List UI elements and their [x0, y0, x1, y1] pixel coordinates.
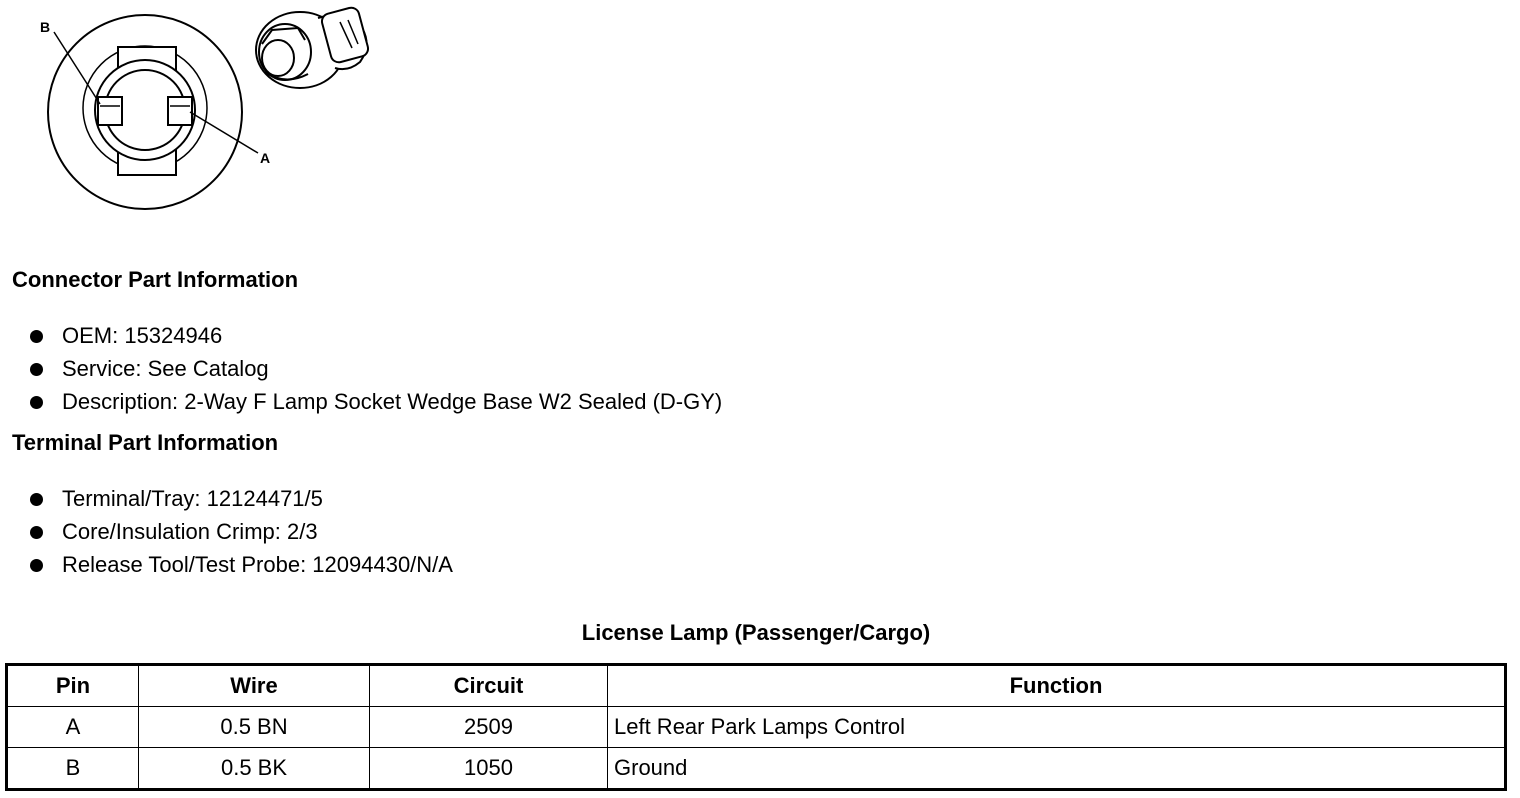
cell-circuit: 1050: [370, 748, 608, 790]
service-info: Service: See Catalog: [62, 356, 269, 381]
cell-pin: B: [7, 748, 139, 790]
cell-pin: A: [7, 707, 139, 748]
cell-wire: 0.5 BN: [139, 707, 370, 748]
list-item: [0, 319, 722, 352]
connector-isometric-view: [256, 6, 370, 88]
bullet-icon: [30, 526, 43, 539]
release-tool-test-probe: Release Tool/Test Probe: 12094430/N/A: [62, 552, 453, 577]
cell-wire: 0.5 BK: [139, 748, 370, 790]
connector-face-view: [48, 15, 258, 209]
list-item: [0, 482, 453, 515]
pin-table: [5, 663, 1507, 791]
list-item: [0, 548, 453, 581]
table-row: [7, 748, 1506, 790]
table-row: [7, 707, 1506, 748]
terminal-tray: Terminal/Tray: 12124471/5: [62, 486, 323, 511]
header-wire: Wire: [139, 665, 370, 707]
bullet-icon: [30, 363, 43, 376]
oem-number: OEM: 15324946: [62, 323, 223, 348]
table-caption: License Lamp (Passenger/Cargo): [581, 620, 931, 645]
connector-diagram: [0, 0, 400, 225]
header-circuit: Circuit: [370, 665, 608, 707]
cell-function: Ground: [608, 748, 1506, 790]
bullet-icon: [30, 559, 43, 572]
list-item: [0, 352, 722, 385]
list-item: [0, 515, 453, 548]
callout-a: A: [260, 150, 271, 166]
terminal-part-list: [0, 482, 453, 581]
header-pin: Pin: [7, 665, 139, 707]
list-item: [0, 385, 722, 418]
callout-b: B: [40, 19, 51, 35]
bullet-icon: [30, 396, 43, 409]
connector-part-information-heading: Connector Part Information: [12, 267, 299, 292]
cell-function: Left Rear Park Lamps Control: [608, 707, 1506, 748]
core-insulation-crimp: Core/Insulation Crimp: 2/3: [62, 519, 318, 544]
bullet-icon: [30, 330, 43, 343]
table-header-row: [7, 665, 1506, 707]
cell-circuit: 2509: [370, 707, 608, 748]
terminal-part-information-heading: Terminal Part Information: [12, 430, 279, 455]
connector-part-list: [0, 319, 722, 418]
connector-description: Description: 2-Way F Lamp Socket Wedge Base W2 Sealed (D-GY): [62, 389, 723, 414]
bullet-icon: [30, 493, 43, 506]
header-function: Function: [608, 665, 1506, 707]
